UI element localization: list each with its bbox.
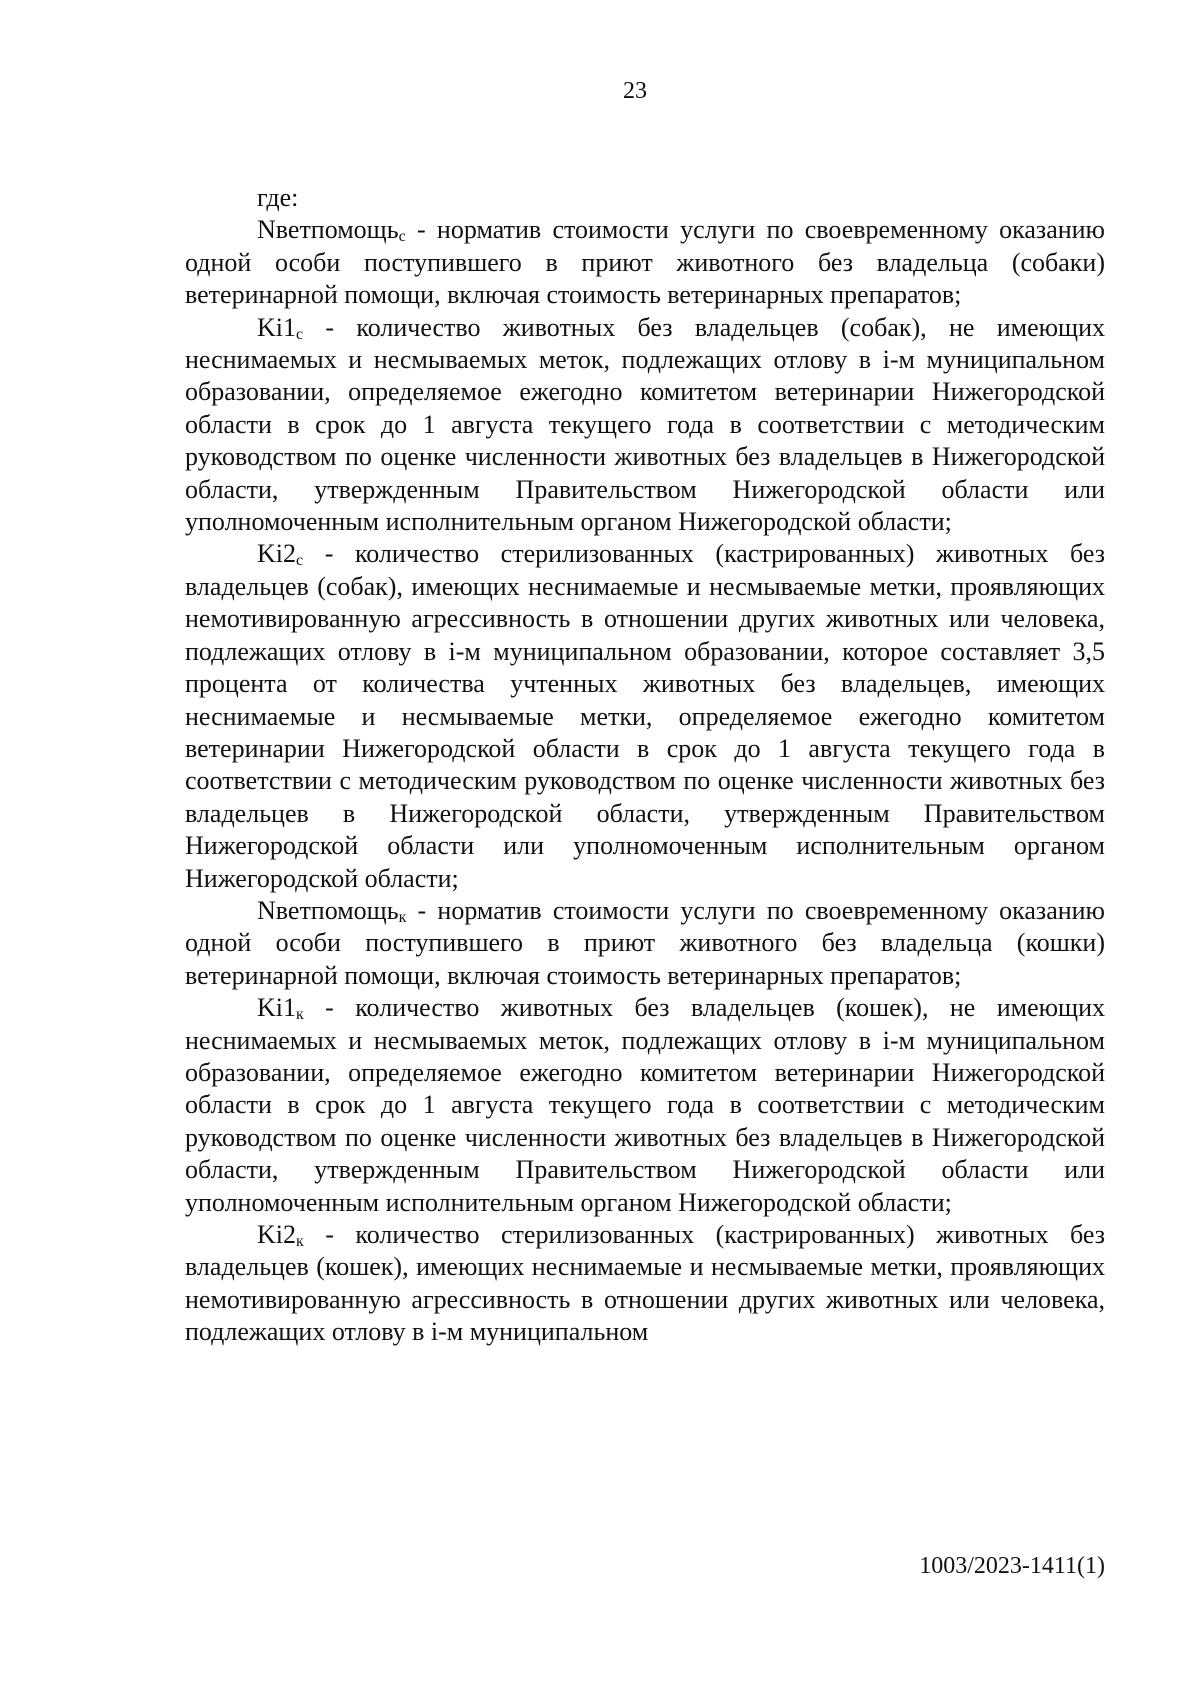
intro-line: где: bbox=[257, 183, 299, 212]
definition-symbol: Ki1 bbox=[257, 312, 296, 342]
document-body bbox=[185, 182, 1105, 1349]
definition-symbol: Ki2 bbox=[257, 1220, 296, 1249]
definition-symbol: Nветпомощь bbox=[257, 215, 399, 245]
definition-text: - норматив стоимости услуги по своевременному оказанию одной особи поступившего в приют животного без владельца (кошки) ветеринарной помощи, включая стоимость ветеринарных препаратов; bbox=[185, 895, 1105, 990]
definition-text: - количество стерилизованных (кастрированных) животных без владельцев (кошек), имеющих неснимаемые и несмываемые метки, проявляющих немотивированную агрессивность в отношении других животных или человека, подлежащих отлову в i-м муниципальном bbox=[185, 1220, 1105, 1347]
definition-subscript: с bbox=[296, 552, 304, 570]
definition-subscript: с bbox=[296, 325, 304, 343]
definition-paragraph bbox=[185, 538, 1105, 894]
definition-paragraph bbox=[185, 895, 1105, 992]
definition-paragraph bbox=[185, 312, 1105, 539]
definition-paragraph bbox=[185, 214, 1105, 311]
document-code: 1003/2023-1411(1) bbox=[919, 1553, 1105, 1579]
definition-text: - количество стерилизованных (кастрированных) животных без владельцев (собак), имеющих неснимаемые и несмываемые метки, проявляющих немотивированную агрессивность в отношении других животных или человека, подлежащих отлову в i-м муниципальном образовании, которое составляет 3,5 процента от количества учтенных животных без владельцев, имеющих неснимаемые и несмываемые метки, определяемое ежегодно комитетом ветеринарии Нижегородской области в срок до 1 августа текущего года в соответствии с методическим руководством по оценке численности животных без владельцев в Нижегородской области, утвержденным Правительством Нижегородской области или уполномоченным исполнительным органом Нижегородской области; bbox=[185, 539, 1105, 893]
definition-subscript: к bbox=[296, 1233, 304, 1250]
definition-symbol: Nветпомощь bbox=[257, 895, 399, 925]
definition-paragraph bbox=[185, 992, 1105, 1219]
definition-symbol: Ki1 bbox=[257, 993, 296, 1023]
definition-subscript: к bbox=[296, 1006, 304, 1024]
definition-text: - норматив стоимости услуги по своевременному оказанию одной особи поступившего в приют животного без владельца (собаки) ветеринарной помощи, включая стоимость ветеринарных препаратов; bbox=[185, 215, 1105, 310]
definition-paragraph bbox=[185, 1219, 1105, 1349]
definition-text: - количество животных без владельцев (собак), не имеющих неснимаемых и несмываемых меток, подлежащих отлову в i-м муниципальном образовании, определяемое ежегодно комитетом ветеринарии Нижегородской области в срок до 1 августа текущего года в соответствии с методическим руководством по оценке численности животных без владельцев в Нижегородской области, утвержденным Правительством Нижегородской области или уполномоченным исполнительным органом Нижегородской области; bbox=[185, 312, 1105, 537]
definition-symbol: Ki2 bbox=[257, 539, 296, 569]
definition-subscript: с bbox=[398, 228, 406, 246]
definition-subscript: к bbox=[398, 908, 407, 926]
page-number: 23 bbox=[623, 78, 647, 104]
definition-text: - количество животных без владельцев (кошек), не имеющих неснимаемых и несмываемых меток, подлежащих отлову в i-м муниципальном образовании, определяемое ежегодно комитетом ветеринарии Нижегородской области в срок до 1 августа текущего года в соответствии с методическим руководством по оценке численности животных без владельцев в Нижегородской области, утвержденным Правительством Нижегородской области или уполномоченным исполнительным органом Нижегородской области; bbox=[185, 993, 1105, 1217]
